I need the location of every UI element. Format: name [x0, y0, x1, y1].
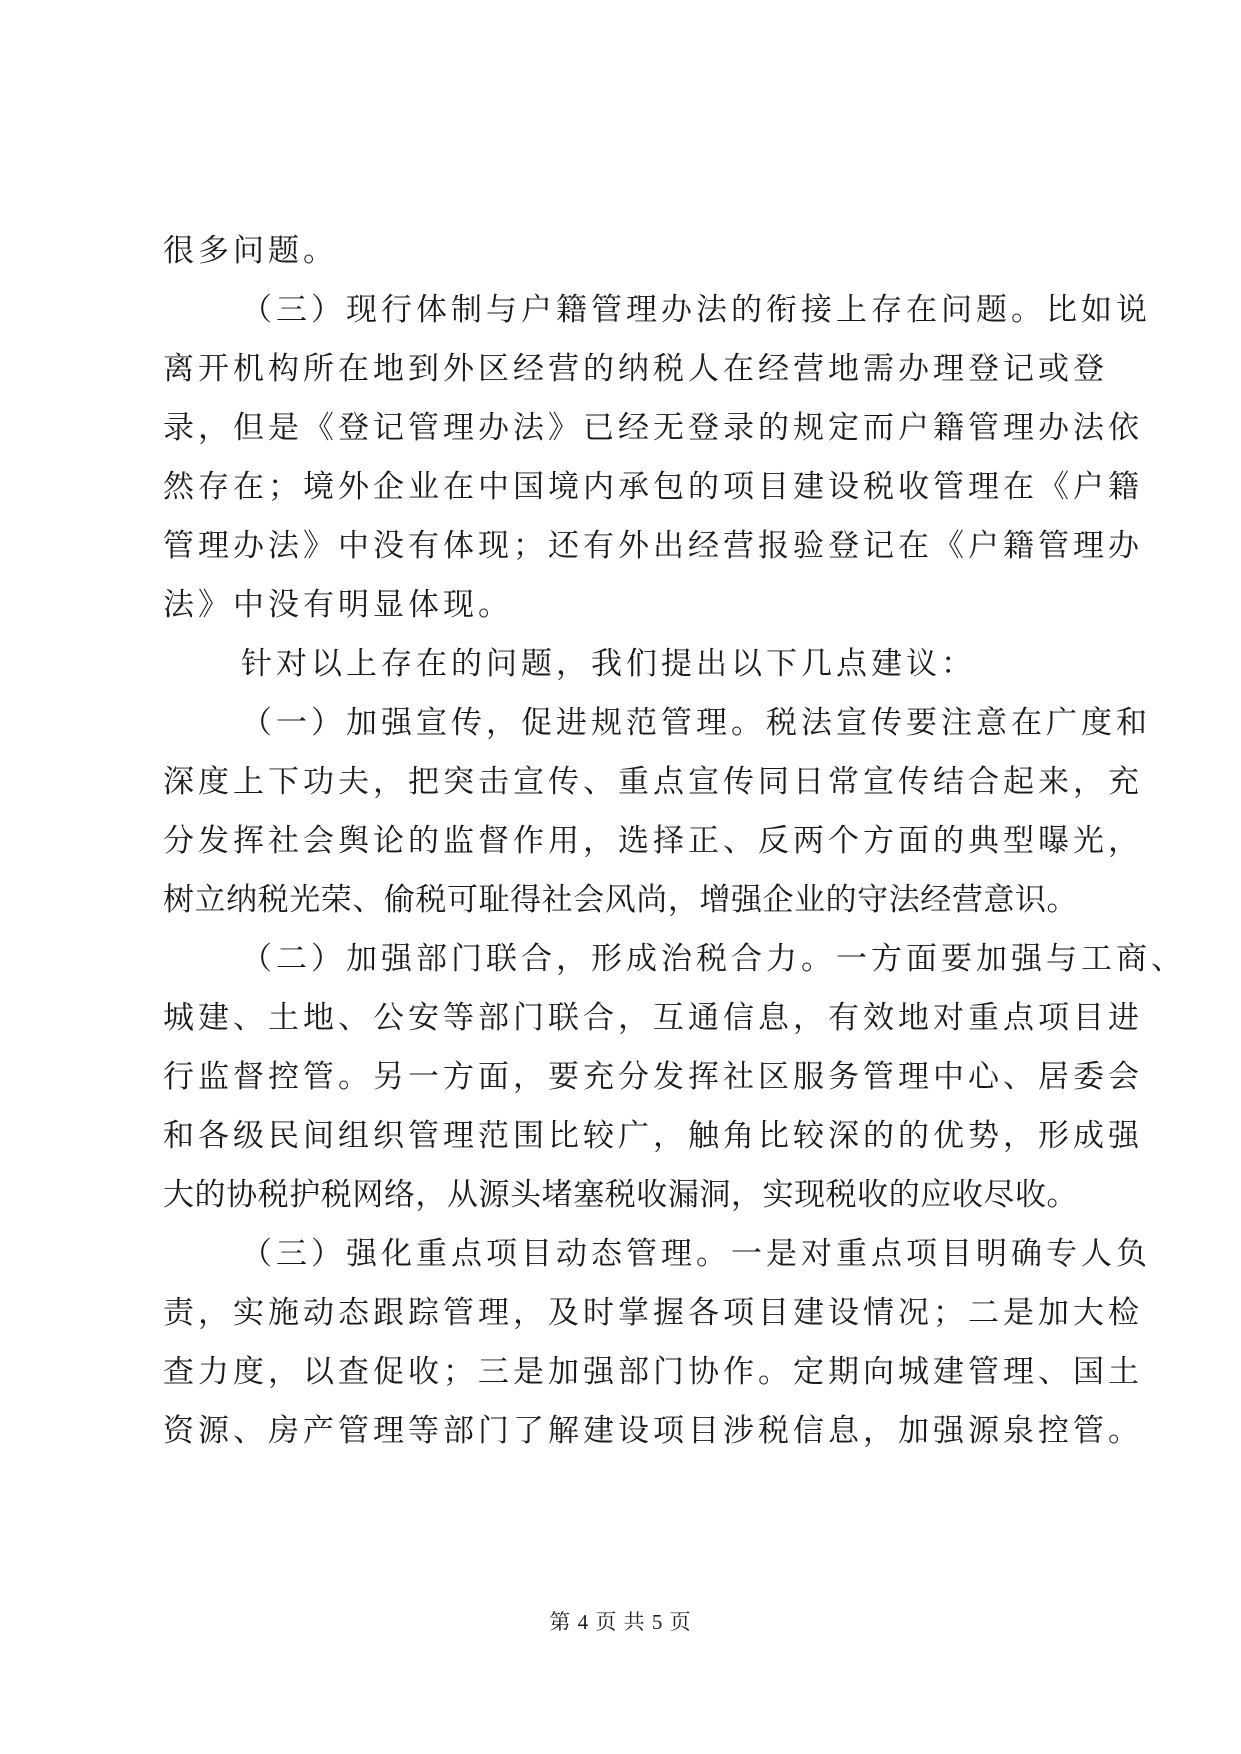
paragraph-line: 大的协税护税网络，从源头堵塞税收漏洞，实现税收的应收尽收。 [163, 1177, 1078, 1213]
paragraph-line: 针对以上存在的问题，我们提出以下几点建议： [241, 646, 976, 682]
paragraph-line: 法》中没有明显体现。 [163, 587, 513, 623]
paragraph-line: 录，但是《登记管理办法》已经无登录的规定而户籍管理办法依 [163, 410, 1143, 446]
paragraph-line: 管理办法》中没有体现；还有外出经营报验登记在《户籍管理办 [163, 528, 1143, 564]
paragraph-line: 和各级民间组织管理范围比较广，触角比较深的的优势，形成强 [163, 1118, 1143, 1154]
paragraph-line: （一）加强宣传，促进规范管理。税法宣传要注意在广度和 [241, 705, 1151, 741]
paragraph-line: 离开机构所在地到外区经营的纳税人在经营地需办理登记或登 [163, 351, 1108, 387]
document-body [163, 222, 1186, 1461]
paragraph-line: 行监督控管。另一方面，要充分发挥社区服务管理中心、居委会 [163, 1059, 1143, 1095]
paragraph-line: 树立纳税光荣、偷税可耻得社会风尚，增强企业的守法经营意识。 [163, 882, 1078, 918]
page-number-footer: 第 4 页 共 5 页 [549, 1610, 692, 1634]
paragraph-line: 分发挥社会舆论的监督作用，选择正、反两个方面的典型曝光， [163, 823, 1143, 859]
paragraph-line: 很多问题。 [163, 233, 338, 269]
paragraph-line: 资源、房产管理等部门了解建设项目涉税信息，加强源泉控管。 [163, 1413, 1143, 1449]
paragraph-line: 深度上下功夫，把突击宣传、重点宣传同日常宣传结合起来，充 [163, 764, 1143, 800]
paragraph-line: 城建、土地、公安等部门联合，互通信息，有效地对重点项目进 [163, 1000, 1143, 1036]
paragraph-line: 然存在；境外企业在中国境内承包的项目建设税收管理在《户籍 [163, 469, 1143, 505]
paragraph-line: （二）加强部门联合，形成治税合力。一方面要加强与工商、 [241, 941, 1186, 977]
paragraph-line: 查力度，以查促收；三是加强部门协作。定期向城建管理、国土 [163, 1354, 1143, 1390]
paragraph-line: 责，实施动态跟踪管理，及时掌握各项目建设情况；二是加大检 [163, 1295, 1143, 1331]
paragraph-line: （三）强化重点项目动态管理。一是对重点项目明确专人负 [241, 1236, 1151, 1272]
paragraph-line: （三）现行体制与户籍管理办法的衔接上存在问题。比如说 [241, 292, 1151, 328]
